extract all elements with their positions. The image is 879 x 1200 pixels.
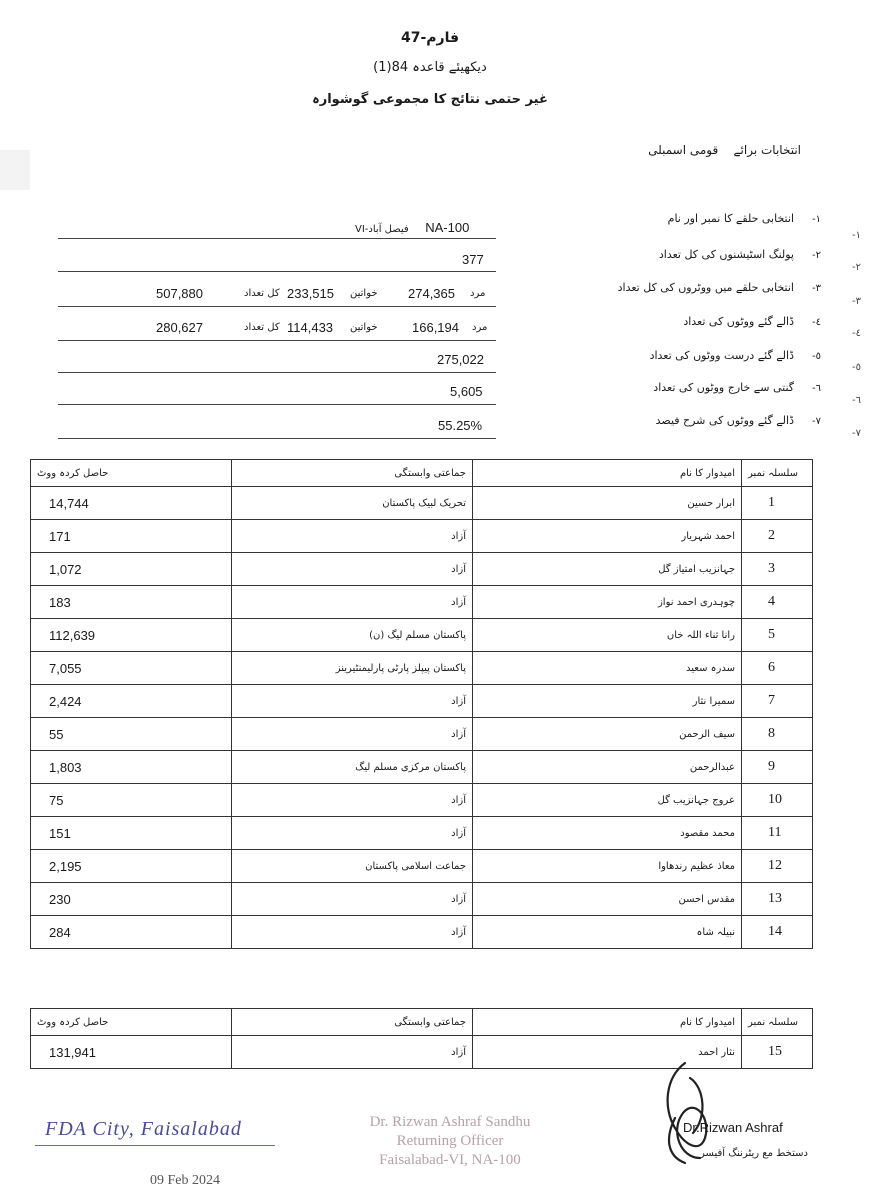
candidate-party: آزاد [232,916,473,949]
rule-reference: دیکھیئے قاعدہ 84(1) [373,60,487,75]
candidate-name: سدرہ سعید [473,652,742,685]
divider-3 [58,306,496,307]
candidate-party: آزاد [232,520,473,553]
divider-1 [58,238,496,239]
stamp-name: Dr. Rizwan Ashraf Sandhu [369,1114,531,1130]
cast-male-label: مرد [472,322,488,333]
table-row [31,817,813,850]
summary-no-1: -١ [812,214,821,225]
candidate-serial: 11 [742,817,813,850]
candidate-name: عروج جہانزیب گل [473,784,742,817]
table-row [31,652,813,685]
summary-label-1: انتخابی حلقے کا نمبر اور نام [667,212,794,225]
turnout-value: 55.25% [438,418,483,433]
candidate-name: معاذ عظیم رندھاوا [473,850,742,883]
candidate-party: آزاد [232,718,473,751]
summary-no2-3: -٣ [852,296,861,307]
scan-shadow [0,150,30,190]
candidate-name: عبدالرحمن [473,751,742,784]
table-row [31,718,813,751]
candidate-votes: 151 [31,817,232,850]
summary-no2-7: -٧ [852,428,861,439]
candidate-party: آزاد [232,784,473,817]
voters-total-label: کل تعداد [244,288,280,299]
voters-female-label: خواتین [350,288,378,299]
candidate-name: احمد شہریار [473,520,742,553]
summary-no2-5: -٥ [852,362,861,373]
candidate-serial: 9 [742,751,813,784]
summary-label-6: گنتی سے خارج ووٹوں کی تعداد [653,381,794,394]
candidate-party: آزاد [232,586,473,619]
summary-no2-2: -٢ [852,262,861,273]
candidate-party: آزاد [232,553,473,586]
summary-no-5: -٥ [812,351,821,362]
table-row [31,850,813,883]
table-row [31,586,813,619]
candidate-party: تحریک لبیک پاکستان [232,487,473,520]
candidate-serial: 6 [742,652,813,685]
cast-female: 114,433 [287,320,334,335]
candidate-votes: 2,424 [31,685,232,718]
divider-5 [58,372,496,373]
header2-serial: سلسلہ نمبر [742,1009,813,1036]
election-type [648,143,801,157]
header2-party: جماعتی وابستگی [232,1009,473,1036]
candidate-serial: 8 [742,718,813,751]
candidate-name: مقدس احسن [473,883,742,916]
header2-candidate: امیدوار کا نام [473,1009,742,1036]
summary-no-7: -٧ [812,416,821,427]
constituency [355,220,469,236]
summary-label-5: ڈالے گئے درست ووٹوں کی تعداد [649,349,794,362]
divider-4 [58,340,496,341]
form-number: فارم-47 [400,30,460,46]
cast-total: 280,627 [156,320,203,335]
table-row [31,784,813,817]
candidate-votes: 1,803 [31,751,232,784]
candidate-serial: 13 [742,883,813,916]
candidate-serial: 7 [742,685,813,718]
summary-no-3: -٣ [812,283,821,294]
candidate-name: نبیلہ شاہ [473,916,742,949]
candidate-serial: 10 [742,784,813,817]
voters-total: 507,880 [156,286,203,301]
candidate-name: سمیرا نثار [473,685,742,718]
table-row [31,916,813,949]
candidate-party: جماعت اسلامی پاکستان [232,850,473,883]
summary-no-4: -٤ [812,317,821,328]
candidate-votes: 230 [31,883,232,916]
cast-female-label: خواتین [350,322,378,333]
polling-stations-value: 377 [462,252,484,267]
candidate-serial: 14 [742,916,813,949]
summary-label-3: انتخابی حلقے میں ووٹروں کی کل تعداد [617,281,794,294]
candidate-serial: 2 [742,520,813,553]
summary-no-6: -٦ [812,383,821,394]
voters-male: 274,365 [408,286,455,301]
candidate-serial: 3 [742,553,813,586]
election-label: انتخابات برائے [733,143,801,157]
candidate-party: پاکستان مسلم لیگ (ن) [232,619,473,652]
divider-7 [58,438,496,439]
candidate-serial: 15 [742,1036,813,1069]
handwritten-location: FDA City, Faisalabad [45,1118,242,1140]
valid-votes-value: 275,022 [437,352,484,367]
stamp-place: Faisalabad-VI, NA-100 [379,1152,521,1168]
official-stamp [340,1113,560,1170]
header2-votes: حاصل کردہ ووٹ [31,1009,232,1036]
signature-name: Dr.Rizwan Ashraf [683,1120,783,1135]
cast-total-label: کل تعداد [244,322,280,333]
divider-2 [58,271,496,272]
results-header-row [31,460,813,487]
candidate-serial: 1 [742,487,813,520]
results-body [31,487,813,949]
candidate-votes: 55 [31,718,232,751]
candidate-party: آزاد [232,1036,473,1069]
header-votes: حاصل کردہ ووٹ [31,460,232,487]
candidate-name: چوہدری احمد نواز [473,586,742,619]
summary-no2-6: -٦ [852,395,861,406]
results-table [30,459,813,949]
table-row [31,751,813,784]
candidate-serial: 5 [742,619,813,652]
election-value: قومی اسمبلی [648,143,719,157]
rejected-votes-value: 5,605 [450,384,483,399]
candidate-serial: 12 [742,850,813,883]
candidate-votes: 131,941 [31,1036,232,1069]
table-row [31,487,813,520]
candidate-votes: 284 [31,916,232,949]
table-row [31,685,813,718]
summary-no2-1: -١ [852,230,861,241]
summary-label-2: پولنگ اسٹیشنوں کی کل تعداد [658,248,794,261]
candidate-votes: 171 [31,520,232,553]
candidate-party: پاکستان پیپلز پارٹی پارلیمنٹیرینز [232,652,473,685]
table-row [31,619,813,652]
candidate-name: نثار احمد [473,1036,742,1069]
candidate-votes: 112,639 [31,619,232,652]
candidate-votes: 183 [31,586,232,619]
summary-label-4: ڈالے گئے ووٹوں کی تعداد [683,315,794,328]
candidate-name: سیف الرحمن [473,718,742,751]
candidate-name: محمد مقصود [473,817,742,850]
candidate-name: رانا ثناء اللہ خاں [473,619,742,652]
voters-female: 233,515 [287,286,334,301]
candidate-party: آزاد [232,883,473,916]
candidate-name: ابرار حسین [473,487,742,520]
candidate-votes: 2,195 [31,850,232,883]
summary-no2-4: -٤ [852,328,861,339]
signature-title: دستخط مع ریٹرننگ آفیسر [700,1148,808,1159]
candidate-party: آزاد [232,817,473,850]
header-party: جماعتی وابستگی [232,460,473,487]
candidate-votes: 1,072 [31,553,232,586]
table-row [31,553,813,586]
cast-male: 166,194 [412,320,459,335]
constituency-code: NA-100 [425,220,470,235]
stamp-title: Returning Officer [396,1133,504,1149]
table-row [31,883,813,916]
candidate-party: پاکستان مرکزی مسلم لیگ [232,751,473,784]
candidate-votes: 7,055 [31,652,232,685]
constituency-name: فیصل آباد-VI [355,224,409,235]
candidate-party: آزاد [232,685,473,718]
candidate-serial: 4 [742,586,813,619]
summary-label-7: ڈالے گئے ووٹوں کی شرح فیصد [655,414,794,427]
summary-no-2: -٢ [812,250,821,261]
form-title: غیر حتمی نتائج کا مجموعی گوشوارہ [312,92,548,107]
candidate-votes: 75 [31,784,232,817]
results2-header-row [31,1009,813,1036]
voters-male-label: مرد [470,288,486,299]
divider-6 [58,404,496,405]
header-candidate: امیدوار کا نام [473,460,742,487]
candidate-votes: 14,744 [31,487,232,520]
handwritten-underline [35,1145,275,1146]
candidate-name: جہانزیب امتیاز گل [473,553,742,586]
header-serial: سلسلہ نمبر [742,460,813,487]
date-text: 09 Feb 2024 [150,1173,220,1188]
table-row [31,520,813,553]
